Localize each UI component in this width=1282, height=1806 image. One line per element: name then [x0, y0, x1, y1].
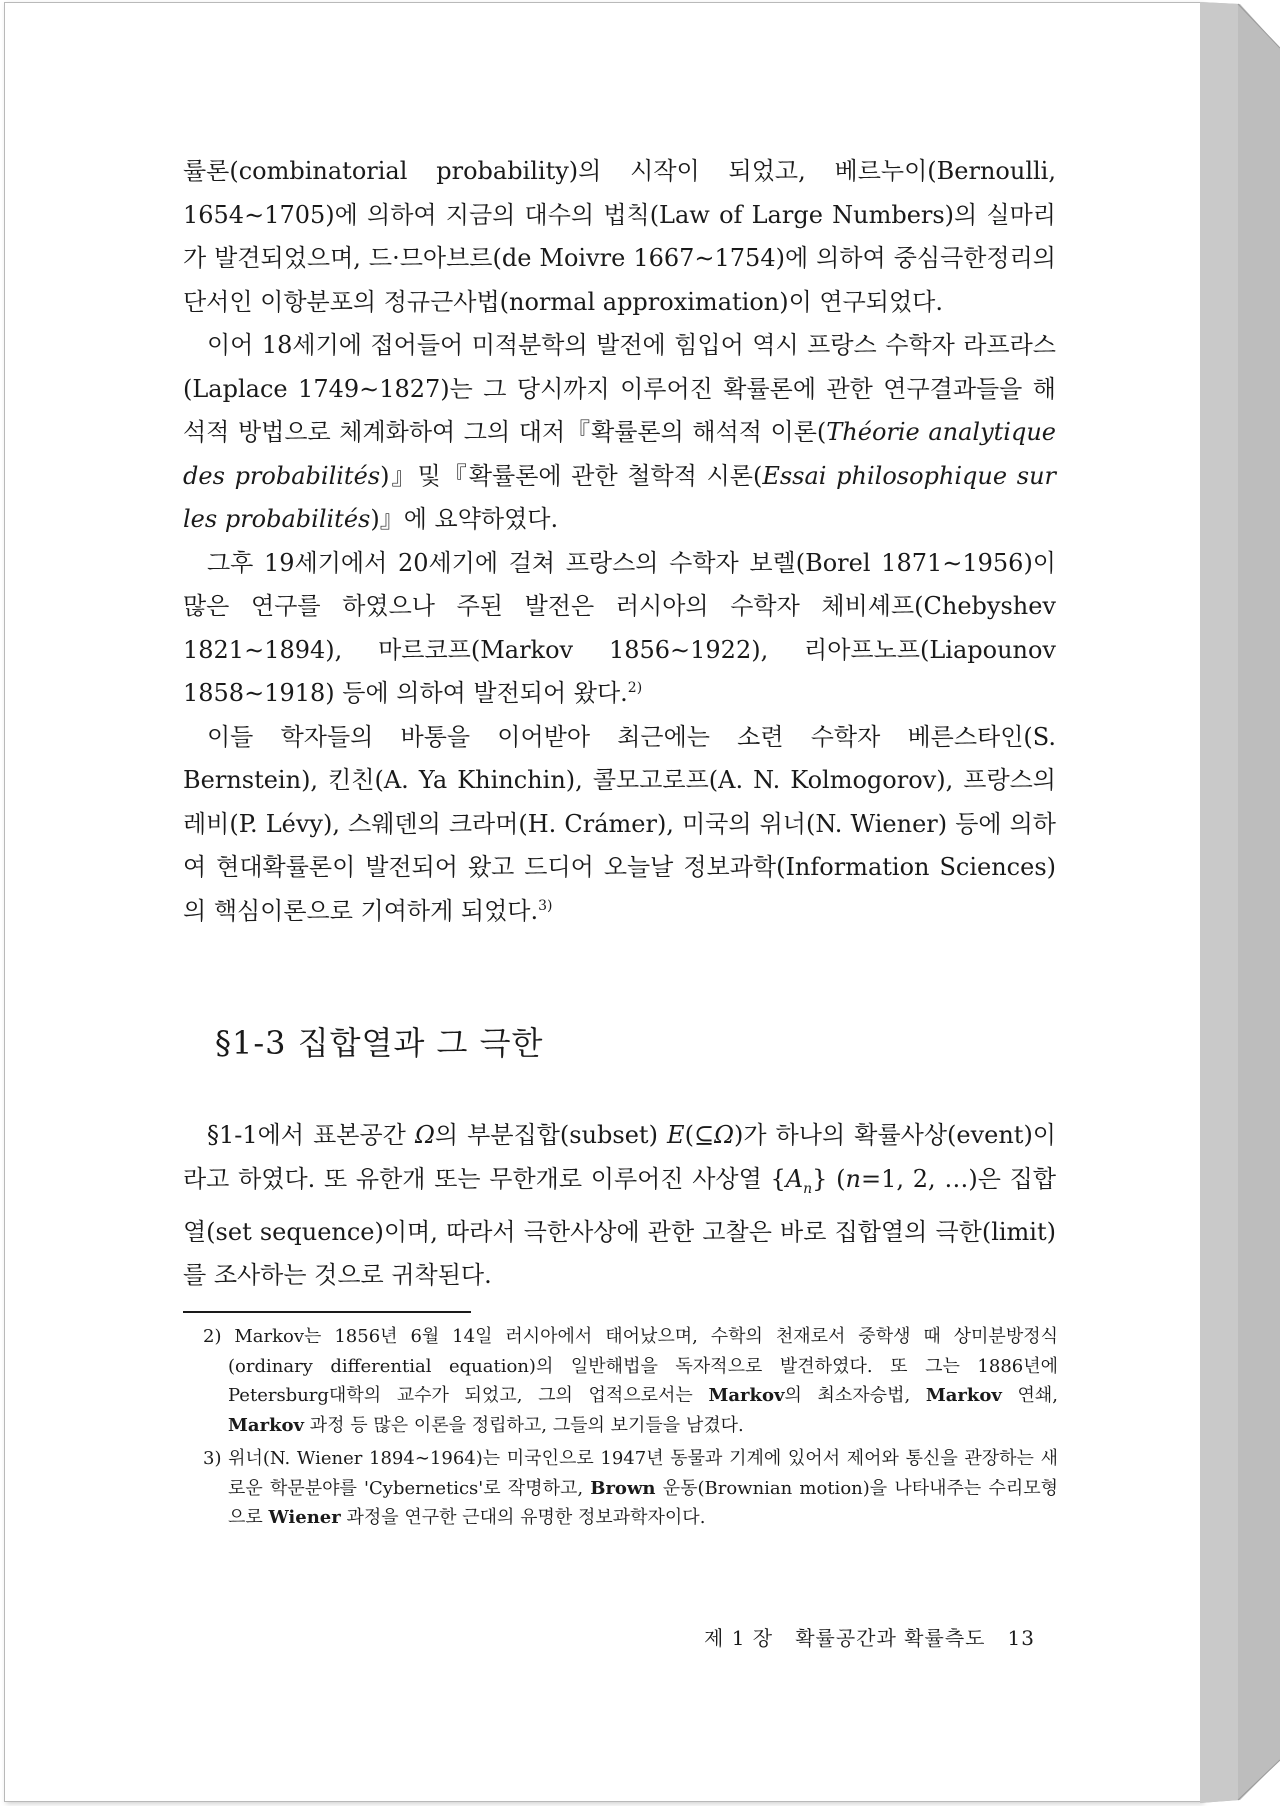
- paragraph-history-1: [183, 150, 1056, 324]
- footnote-text: 2) Markov는 1856년 6월 14일 러시아에서 태어났으며, 수학의 천재로서 중학생 때 상미분방정식(ordinary differential equation)의 일반해법을 독자적으로 발견하였다. 또 그는 1886년에 Petersburg대학의 교수가 되었고, 그의 업적으로서는: [203, 1326, 1058, 1406]
- book-title-italic: Théorie analytique des probabilités: [183, 418, 1056, 490]
- footnote-bold: Brown: [590, 1477, 656, 1499]
- paragraph-text: )』에 요약하였다.: [370, 505, 559, 533]
- footnote-ref-3[interactable]: 3): [538, 897, 553, 914]
- paragraph-text: 이들 학자들의 바통을 이어받아 최근에는 소련 수학자 베른스타인(S. Bernstein), 킨친(A. Ya Khinchin), 콜모고로프(A. N. Kolmogorov), 프랑스의 레비(P. Lévy), 스웨덴의 크라머(H. Crámer), 미국의 위너(N. Wiener) 등에 의하여 현대확률론이 발전되어 왔고 드디어 오늘날 정보과학(Information Sciences)의 핵심이론으로 기여하게 되었다.: [183, 722, 1056, 925]
- footnote-text: 3) 위너(N. Wiener 1894∼1964)는 미국인으로 1947년 동물과 기계에 있어서 제어와 통신을 관장하는 새로운 학문분야를 'Cybernetics'로 작명하고,: [203, 1448, 1058, 1499]
- page-edge-shading: [1200, 0, 1280, 1806]
- omega-symbol: Ω: [414, 1121, 435, 1149]
- footnote-text: 과정을 연구한 근대의 유명한 정보과학자이다.: [340, 1507, 706, 1528]
- page-number: 13: [1007, 1626, 1035, 1650]
- book-title-italic: Essai philosophique sur les probabilités: [183, 461, 1057, 533]
- footnote-divider: [183, 1311, 471, 1313]
- paragraph-text: )』및『확률론에 관한 철학적 시론(: [380, 461, 763, 490]
- footnote-text: 의 최소자승법,: [784, 1385, 926, 1406]
- paragraph-text: )가 하나의 확률사상(event)이라고 하였다. 또 유한개 또는 무한개로 이루어진 사상열 {: [183, 1121, 1056, 1193]
- footnote-text: 과정 등 많은 이론을 정립하고, 그들의 보기들을 남겼다.: [304, 1414, 744, 1436]
- intro-text: [183, 150, 1056, 933]
- paragraph-set-sequence: [183, 1114, 1056, 1298]
- footnotes: [203, 1322, 1058, 1537]
- paragraph-text: (⊆: [684, 1121, 715, 1149]
- footnote-bold: Markov: [228, 1414, 305, 1436]
- paragraph-history-4: [183, 716, 1056, 934]
- footnote-text: 연쇄,: [1001, 1385, 1058, 1406]
- footnote-ref-2[interactable]: 2): [627, 680, 643, 696]
- chapter-title: 확률공간과 확률측도: [795, 1626, 986, 1650]
- footnote-bold: Markov: [708, 1385, 785, 1406]
- paragraph-history-3: [183, 542, 1056, 716]
- paragraph-text: =1, 2, …)은 집합열(set sequence)이며, 따라서 극한사상에 관한 고찰은 바로 집합열의 극한(limit)를 조사하는 것으로 귀착된다.: [183, 1164, 1057, 1290]
- sequence-variable: A: [785, 1164, 804, 1193]
- footnote-bold: Markov: [925, 1385, 1002, 1406]
- index-variable: n: [845, 1164, 861, 1193]
- paragraph-text: 그후 19세기에서 20세기에 걸쳐 프랑스의 수학자 보렐(Borel 1871∼1956)이 많은 연구를 하였으나 주된 발전은 러시아의 수학자 체비셰프(Chebyshev 1821∼1894), 마르코프(Markov 1856∼1922), 리아프노프(Liapounov 1858∼1918) 등에 의하여 발전되어 왔다.: [183, 548, 1056, 707]
- footnote-2: [203, 1322, 1058, 1440]
- footnote-text: 운동(Brownian motion)을 나타내주는 수리모형으로: [228, 1477, 1058, 1528]
- paragraph-text: 률론(combinatorial probability)의 시작이 되었고, 베르누이(Bernoulli, 1654∼1705)에 의하여 지금의 대수의 법칙(Law of Large Numbers)의 실마리가 발견되었으며, 드·므아브르(de Moivre 1667∼1754)에 의하여 중심극한정리의 단서인 이항분포의 정규근사법(normal approximation)이 연구되었다.: [183, 157, 1056, 316]
- footnote-bold: Wiener: [268, 1507, 341, 1528]
- event-variable: E: [667, 1121, 685, 1149]
- paragraph-text: } (: [812, 1164, 846, 1193]
- section-heading: §1-3 집합열과 그 극한: [215, 1024, 544, 1062]
- sequence-subscript: n: [803, 1180, 813, 1197]
- paragraph-history-2: [183, 324, 1056, 542]
- running-footer: [704, 1622, 1035, 1651]
- paragraph-text: §1-1에서 표본공간: [207, 1121, 415, 1149]
- chapter-label: 제 1 장: [704, 1626, 774, 1650]
- footnote-3: [203, 1444, 1058, 1533]
- paragraph-text: 이어 18세기에 접어들어 미적분학의 발전에 힘입어 역시 프랑스 수학자 라프라스(Laplace 1749∼1827)는 그 당시까지 이루어진 확률론에 관한 연구결과들을 해석적 방법으로 체계화하여 그의 대저『확률론의 해석적 이론(: [183, 331, 1056, 446]
- section-body: [183, 1114, 1056, 1298]
- paragraph-text: 의 부분집합(subset): [434, 1121, 668, 1149]
- omega-symbol: Ω: [714, 1121, 734, 1149]
